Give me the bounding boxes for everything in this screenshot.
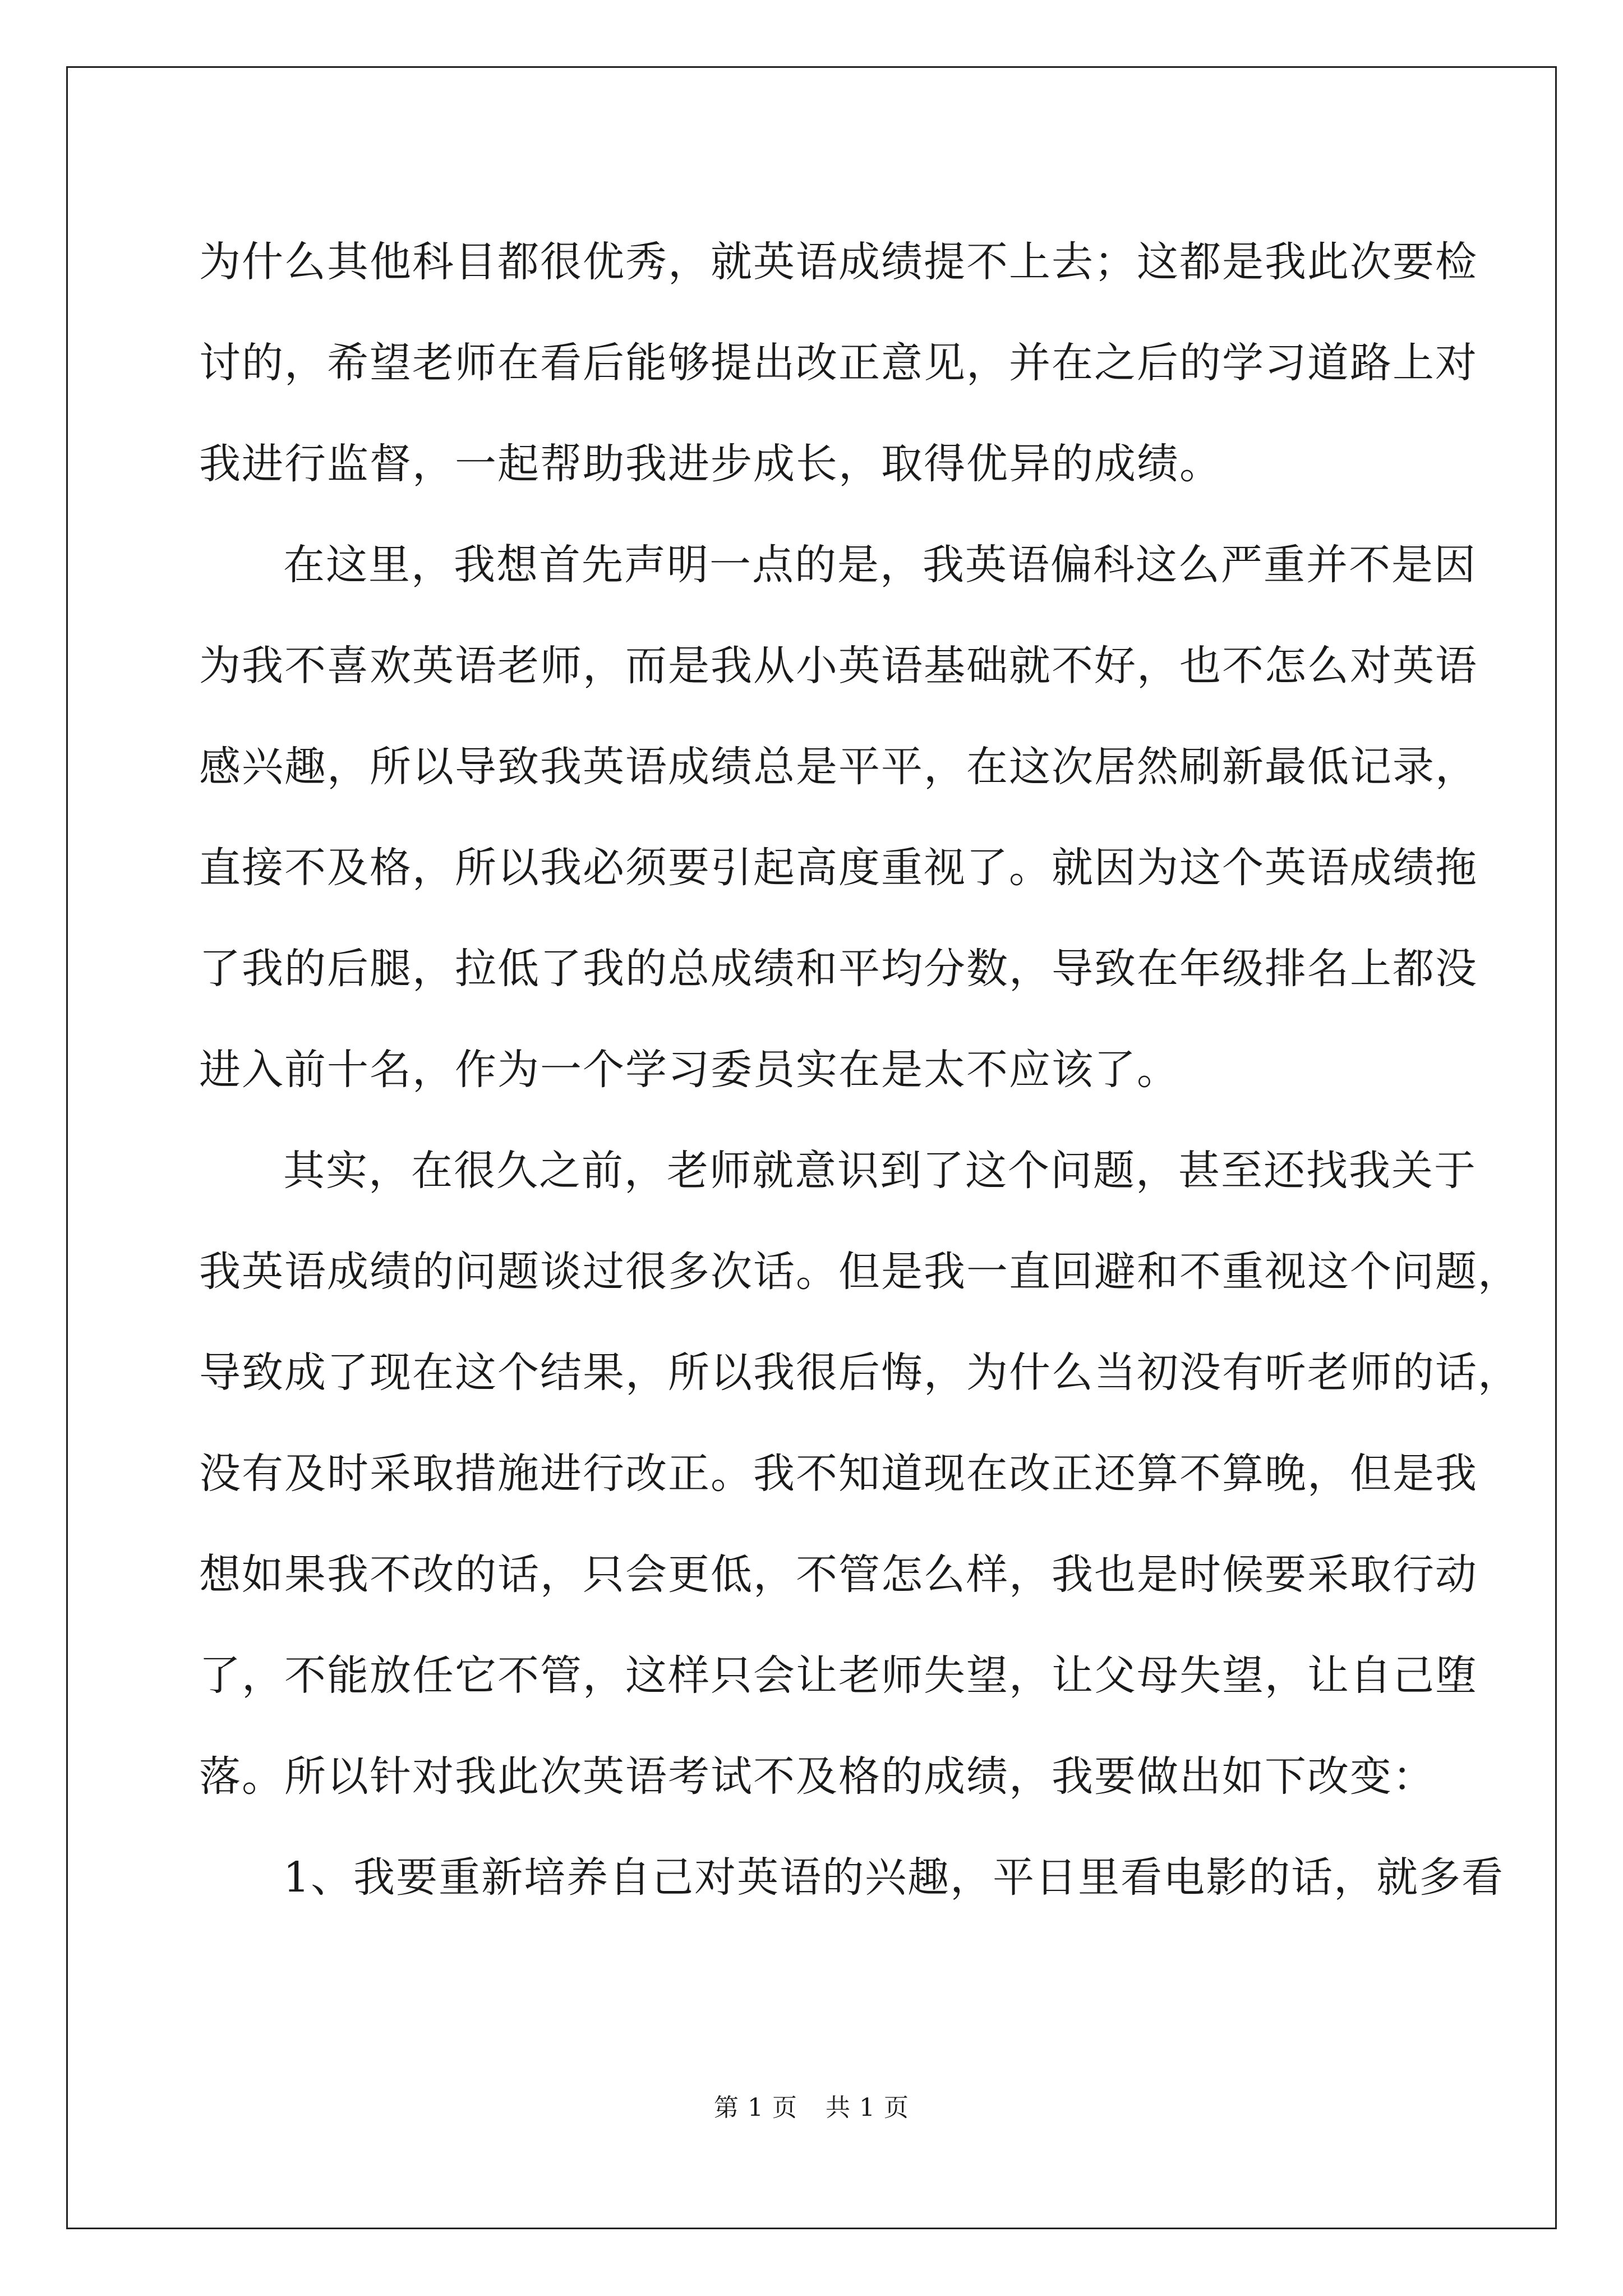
text-line: 了我的后腿，拉低了我的总成绩和平均分数，导致在年级排名上都没 xyxy=(199,945,1478,993)
text-line: 进入前十名，作为一个学习委员实在是太不应该了。 xyxy=(199,1046,1179,1094)
text-line: 直接不及格，所以我必须要引起高度重视了。就因为这个英语成绩拖 xyxy=(199,844,1478,892)
text-line: 落。所以针对我此次英语考试不及格的成绩，我要做出如下改变： xyxy=(199,1752,1435,1801)
text-line: 1、我要重新培养自己对英语的兴趣，平日里看电影的话，就多看 xyxy=(283,1853,1505,1902)
text-line: 为什么其他科目都很优秀，就英语成绩提不上去；这都是我此次要检 xyxy=(199,238,1478,286)
text-line: 导致成了现在这个结果，所以我很后悔，为什么当初没有听老师的话， xyxy=(199,1349,1520,1397)
text-line: 为我不喜欢英语老师，而是我从小英语基础就不好，也不怎么对英语 xyxy=(199,642,1478,690)
document-body xyxy=(199,211,1520,1928)
page-number-current: 第 1 页 xyxy=(714,2093,797,2122)
page-footer xyxy=(0,2091,1623,2125)
text-line: 在这里，我想首先声明一点的是，我英语偏科这么严重并不是因 xyxy=(283,541,1477,589)
text-line: 感兴趣，所以导致我英语成绩总是平平，在这次居然刷新最低记录， xyxy=(199,743,1478,791)
text-line: 我进行监督，一起帮助我进步成长，取得优异的成绩。 xyxy=(199,440,1222,488)
text-line: 讨的，希望老师在看后能够提出改正意见，并在之后的学习道路上对 xyxy=(199,339,1478,387)
page-number-total: 共 1 页 xyxy=(826,2093,909,2122)
text-line: 我英语成绩的问题谈过很多次话。但是我一直回避和不重视这个问题， xyxy=(199,1248,1520,1296)
text-line: 想如果我不改的话，只会更低，不管怎么样，我也是时候要采取行动 xyxy=(199,1550,1478,1599)
text-line: 了，不能放任它不管，这样只会让老师失望，让父母失望，让自己堕 xyxy=(199,1651,1478,1700)
text-line: 没有及时采取措施进行改正。我不知道现在改正还算不算晚，但是我 xyxy=(199,1450,1478,1498)
text-line: 其实，在很久之前，老师就意识到了这个问题，甚至还找我关于 xyxy=(283,1147,1477,1195)
